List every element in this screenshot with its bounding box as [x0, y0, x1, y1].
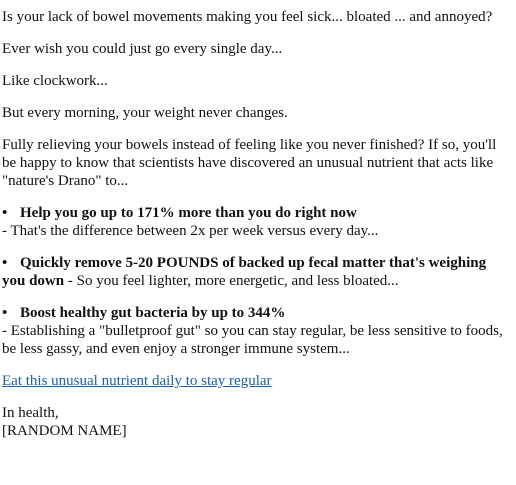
bullet-heading: Quickly remove 5-20 POUNDS of backed up fecal matter that's weighing you down [2, 255, 487, 289]
nutrient-paragraph: Fully relieving your bowels instead of feeling like you never finished? If so, you'll be happy to know that scientists have discovered an unusual nutrient that acts like "nature's Drano" to... [2, 137, 497, 189]
bullet-item-3 [2, 304, 510, 358]
wish-paragraph: Ever wish you could just go every single day... [2, 41, 283, 57]
bullet-detail: - So you feel lighter, more energetic, and less bloated... [64, 273, 399, 289]
bullet-dot-icon: • [2, 255, 8, 271]
signoff: In health, [2, 405, 59, 421]
intro-paragraph: Is your lack of bowel movements making you feel sick... bloated ... and annoyed? [2, 9, 493, 25]
bullet-item-2 [2, 254, 510, 290]
bullet-heading: Help you go up to 171% more than you do right now [20, 205, 357, 221]
clockwork-paragraph: Like clockwork... [2, 73, 108, 89]
bullet-item-1 [2, 204, 510, 240]
bullet-dot-icon: • [2, 305, 8, 321]
bullet-detail: - Establishing a "bulletproof gut" so you can stay regular, be less sensitive to foods, be less gassy, and even enjoy a stronger immune system... [2, 323, 503, 357]
bullet-dot-icon: • [2, 205, 8, 221]
signature: [RANDOM NAME] [2, 423, 127, 439]
weight-paragraph: But every morning, your weight never changes. [2, 105, 288, 121]
bullet-detail: - That's the difference between 2x per week versus every day... [2, 223, 379, 239]
cta-link[interactable]: Eat this unusual nutrient daily to stay regular [2, 373, 272, 389]
bullet-heading: Boost healthy gut bacteria by up to 344% [20, 305, 286, 321]
